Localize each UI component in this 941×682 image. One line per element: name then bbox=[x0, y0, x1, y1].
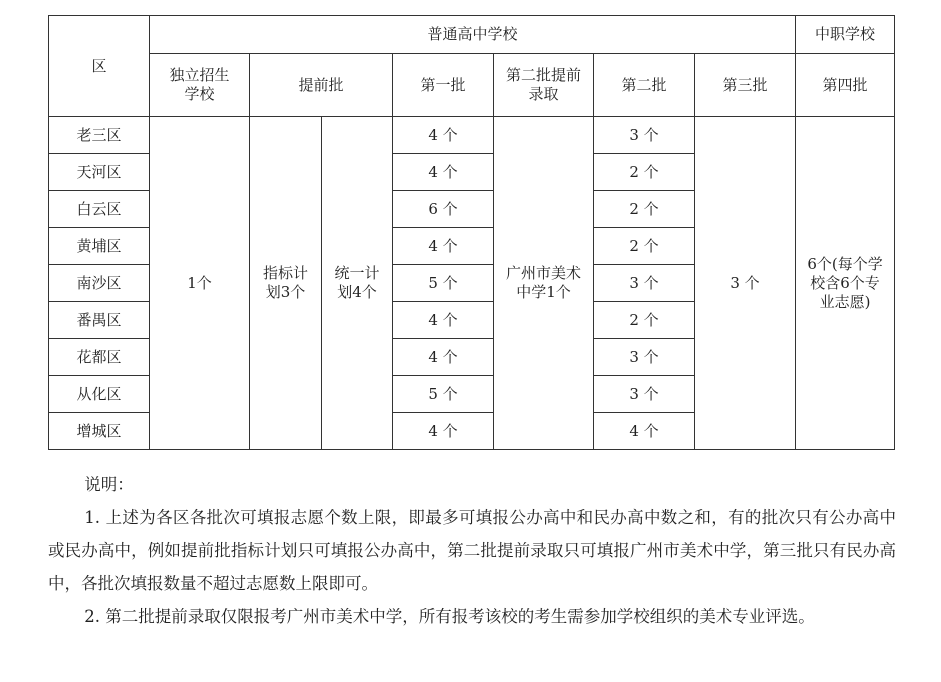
district-cell: 黄埔区 bbox=[49, 228, 150, 265]
early-index-value: 指标计 划3个 bbox=[250, 117, 322, 450]
second-batch-cell: 3 个 bbox=[594, 339, 695, 376]
independent-value: 1个 bbox=[150, 117, 250, 450]
district-cell: 增城区 bbox=[49, 413, 150, 450]
third-batch-header: 第三批 bbox=[695, 54, 796, 117]
first-batch-cell: 4 个 bbox=[393, 339, 494, 376]
first-batch-cell: 4 个 bbox=[393, 228, 494, 265]
table-row bbox=[49, 117, 895, 154]
early-batch-header: 提前批 bbox=[250, 54, 393, 117]
first-batch-cell: 4 个 bbox=[393, 302, 494, 339]
first-batch-cell: 4 个 bbox=[393, 117, 494, 154]
fourth-batch-value: 6个(每个学 校含6个专 业志愿) bbox=[796, 117, 895, 450]
third-batch-value: 3 个 bbox=[695, 117, 796, 450]
vocational-school-header: 中职学校 bbox=[796, 16, 895, 54]
independent-header: 独立招生 学校 bbox=[150, 54, 250, 117]
notes-section bbox=[48, 468, 896, 633]
second-batch-cell: 3 个 bbox=[594, 376, 695, 413]
first-batch-cell: 4 个 bbox=[393, 154, 494, 191]
second-early-value: 广州市美术 中学1个 bbox=[494, 117, 594, 450]
notes-title: 说明： bbox=[84, 475, 134, 494]
first-batch-header: 第一批 bbox=[393, 54, 494, 117]
first-batch-cell: 5 个 bbox=[393, 376, 494, 413]
district-cell: 花都区 bbox=[49, 339, 150, 376]
volunteer-limits-table bbox=[48, 15, 895, 450]
first-batch-cell: 5 个 bbox=[393, 265, 494, 302]
district-cell: 南沙区 bbox=[49, 265, 150, 302]
second-batch-cell: 2 个 bbox=[594, 302, 695, 339]
general-high-school-header: 普通高中学校 bbox=[150, 16, 796, 54]
second-batch-cell: 2 个 bbox=[594, 191, 695, 228]
second-batch-header: 第二批 bbox=[594, 54, 695, 117]
header-row-2 bbox=[49, 54, 895, 117]
second-early-header: 第二批提前 录取 bbox=[494, 54, 594, 117]
district-cell: 白云区 bbox=[49, 191, 150, 228]
district-cell: 番禺区 bbox=[49, 302, 150, 339]
district-cell: 从化区 bbox=[49, 376, 150, 413]
second-batch-cell: 3 个 bbox=[594, 265, 695, 302]
first-batch-cell: 4 个 bbox=[393, 413, 494, 450]
district-cell: 天河区 bbox=[49, 154, 150, 191]
note-item-1: 1. 上述为各区各批次可填报志愿个数上限，即最多可填报公办高中和民办高中数之和，有的批次只有公办高中或民办高中，例如提前批指标计划只可填报公办高中，第二批提前录取只可填报广州市美术中学，第三批只有民办高中，各批次填报数量不超过志愿数上限即可。 bbox=[48, 508, 896, 593]
header-row-1 bbox=[49, 16, 895, 54]
second-batch-cell: 2 个 bbox=[594, 228, 695, 265]
second-batch-cell: 3 个 bbox=[594, 117, 695, 154]
district-cell: 老三区 bbox=[49, 117, 150, 154]
note-item-2: 2. 第二批提前录取仅限报考广州市美术中学，所有报考该校的考生需参加学校组织的美术专业评选。 bbox=[84, 607, 815, 626]
early-unified-value: 统一计 划4个 bbox=[322, 117, 393, 450]
first-batch-cell: 6 个 bbox=[393, 191, 494, 228]
second-batch-cell: 2 个 bbox=[594, 154, 695, 191]
second-batch-cell: 4 个 bbox=[594, 413, 695, 450]
fourth-batch-header: 第四批 bbox=[796, 54, 895, 117]
district-header: 区 bbox=[49, 16, 150, 117]
